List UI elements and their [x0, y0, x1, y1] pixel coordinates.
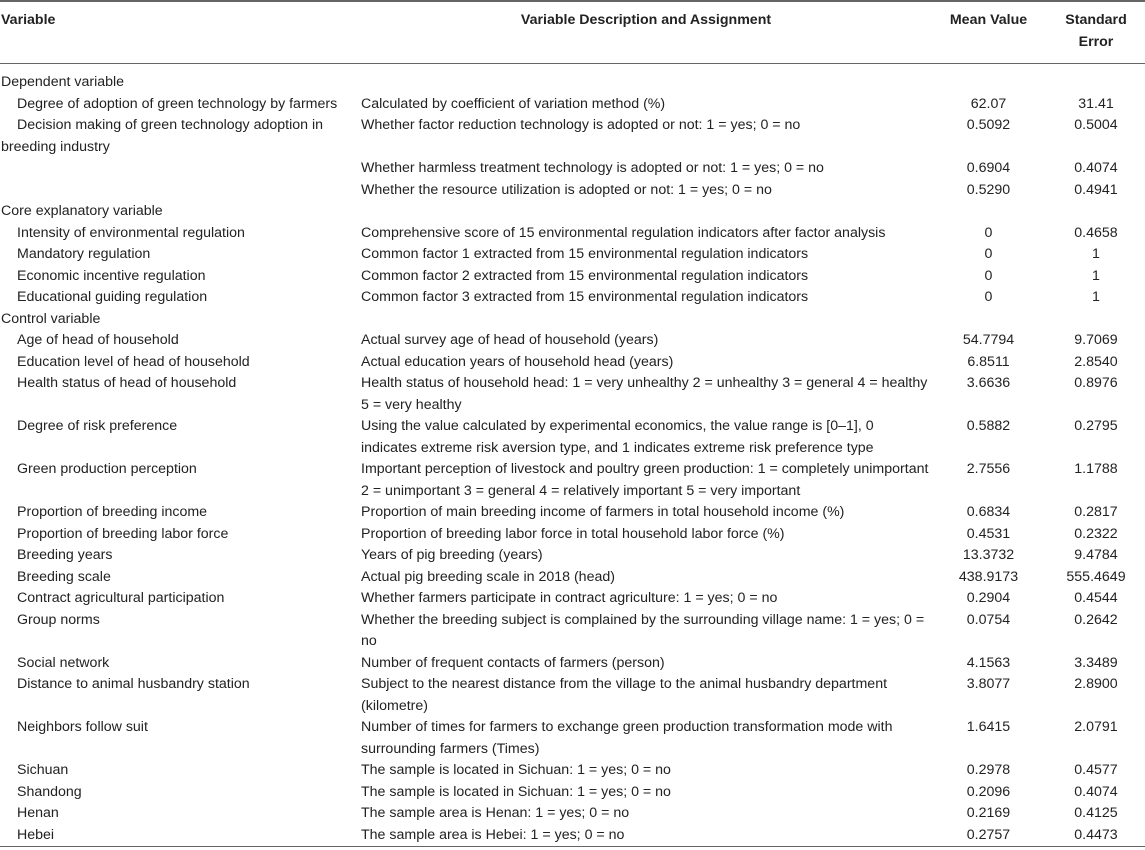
- description-cell: Comprehensive score of 15 environmental regulation indicators after factor analysis: [361, 224, 886, 241]
- standard-error-cell: 0.2642: [1074, 611, 1118, 628]
- table-row: [0, 266, 1145, 288]
- description-cell: Whether factor reduction technology is adopted or not: 1 = yes; 0 = no: [361, 117, 801, 133]
- description-cell: Subject to the nearest distance from the village to the animal husbandry department (kilometre): [361, 676, 888, 714]
- table-body: [0, 64, 1145, 847]
- variable-cell: Distance to animal husbandry station: [17, 676, 250, 692]
- standard-error-cell: 9.4784: [1074, 547, 1118, 563]
- variable-cell: Proportion of breeding labor force: [17, 525, 229, 542]
- standard-error-cell: 0.4544: [1074, 590, 1118, 606]
- description-cell: Common factor 3 extracted from 15 environmental regulation indicators: [361, 289, 809, 305]
- table-row: [0, 545, 1145, 567]
- mean-cell: 0.2096: [966, 783, 1011, 800]
- variable-cell: Breeding years: [17, 547, 113, 563]
- standard-error-cell: 0.4074: [1074, 160, 1118, 176]
- mean-cell: 438.9173: [958, 568, 1019, 585]
- mean-cell: 0.5092: [966, 117, 1011, 133]
- variable-cell: Decision making of green technology adoption in breeding industry: [1, 117, 324, 155]
- standard-error-cell: 1: [1092, 246, 1100, 262]
- standard-error-cell: 9.7069: [1074, 332, 1118, 348]
- variable-cell: Intensity of environmental regulation: [17, 224, 245, 241]
- description-cell: Actual survey age of head of household (years): [361, 332, 659, 348]
- standard-error-cell: 0.4577: [1074, 762, 1118, 778]
- section-row: [0, 201, 1145, 223]
- standard-error-cell: 0.4473: [1046, 825, 1145, 847]
- mean-cell: 0.5290: [966, 181, 1011, 198]
- standard-error-cell: 0.2322: [1074, 525, 1118, 542]
- description-cell: Number of frequent contacts of farmers (person): [361, 654, 665, 671]
- variable-cell: Degree of risk preference: [17, 418, 178, 434]
- section-title: Dependent variable: [1, 74, 125, 90]
- standard-error-cell: 1.1788: [1074, 461, 1118, 477]
- table-row: [0, 760, 1145, 782]
- mean-cell: 54.7794: [962, 332, 1015, 348]
- table-row: [0, 459, 1145, 502]
- section-row: [0, 309, 1145, 331]
- description-cell: The sample area is Henan: 1 = yes; 0 = no: [361, 805, 630, 821]
- description-cell: Number of times for farmers to exchange green production transformation mode with surrounding farmers (Times): [361, 719, 893, 757]
- table-row: [0, 717, 1145, 760]
- mean-cell: 3.8077: [966, 676, 1011, 692]
- description-cell: Using the value calculated by experimental economics, the value range is [0–1], 0 indicates extreme risk aversion type, and 1 indicates extreme risk preference type: [361, 418, 874, 456]
- variable-cell: [0, 158, 361, 180]
- table-row: [0, 287, 1145, 309]
- table-row: [0, 373, 1145, 416]
- standard-error-cell: 1: [1092, 289, 1100, 305]
- standard-error-cell: 2.0791: [1074, 719, 1118, 735]
- description-cell: Health status of household head: 1 = very unhealthy 2 = unhealthy 3 = general 4 = healthy 5 = very healthy: [361, 375, 928, 413]
- description-cell: Common factor 1 extracted from 15 environmental regulation indicators: [361, 246, 809, 262]
- table-row: [0, 158, 1145, 180]
- mean-cell: 0.4531: [966, 525, 1011, 542]
- header-variable: Variable: [0, 1, 361, 64]
- standard-error-cell: 2.8900: [1074, 676, 1118, 692]
- standard-error-cell: 0.4074: [1074, 783, 1118, 800]
- standard-error-cell: 0.2817: [1074, 504, 1118, 520]
- mean-cell: 0: [984, 224, 993, 241]
- mean-cell: 0.2978: [966, 762, 1011, 778]
- variable-cell: Breeding scale: [17, 568, 111, 585]
- header-mean: Mean Value: [931, 1, 1046, 64]
- mean-cell: 6.8511: [967, 353, 1010, 370]
- table-row: [0, 567, 1145, 589]
- variable-cell: Education level of head of household: [17, 353, 250, 370]
- variable-cell: Hebei: [0, 825, 361, 847]
- table-row: [0, 330, 1145, 352]
- table-row: [0, 244, 1145, 266]
- description-cell: Whether the breeding subject is complained by the surrounding village name: 1 = yes; 0 = no: [361, 611, 925, 649]
- mean-cell: 0.6834: [966, 504, 1011, 520]
- mean-cell: 0.5882: [966, 418, 1011, 434]
- description-cell: Whether harmless treatment technology is adopted or not: 1 = yes; 0 = no: [361, 160, 824, 176]
- description-cell: Important perception of livestock and poultry green production: 1 = completely unimportant 2 = unimportant 3 = general 4 = relatively important 5 = very important: [361, 461, 929, 499]
- variable-cell: Degree of adoption of green technology by farmers: [17, 95, 338, 112]
- section-title: Core explanatory variable: [1, 203, 163, 219]
- table-row: [0, 416, 1145, 459]
- table-row: [0, 115, 1145, 158]
- variable-cell: Mandatory regulation: [17, 246, 151, 262]
- mean-cell: 0.2757: [931, 825, 1046, 847]
- variable-cell: Social network: [17, 654, 110, 671]
- spacer-row: [0, 64, 1145, 73]
- description-cell: Calculated by coefficient of variation method (%): [361, 95, 666, 112]
- section-title: Control variable: [1, 310, 101, 327]
- description-cell: Proportion of main breeding income of farmers in total household income (%): [361, 504, 845, 520]
- standard-error-cell: 3.3489: [1074, 654, 1118, 671]
- variable-cell: Group norms: [17, 611, 100, 628]
- mean-cell: 0.2169: [966, 805, 1011, 821]
- mean-cell: 0.2904: [966, 590, 1011, 606]
- mean-cell: 3.6636: [966, 375, 1011, 391]
- description-cell: Years of pig breeding (years): [361, 547, 543, 563]
- standard-error-cell: 0.8976: [1074, 375, 1118, 391]
- standard-error-cell: 2.8540: [1074, 353, 1118, 370]
- table-row: [0, 524, 1145, 546]
- description-cell: The sample area is Hebei: 1 = yes; 0 = no: [361, 825, 931, 847]
- variable-cell: Green production perception: [17, 461, 197, 477]
- mean-cell: 0.6904: [966, 160, 1011, 176]
- variable-cell: Sichuan: [17, 762, 69, 778]
- variable-cell: Henan: [17, 805, 59, 821]
- mean-cell: 2.7556: [966, 461, 1011, 477]
- mean-cell: 1.6415: [966, 719, 1011, 735]
- mean-cell: 0: [984, 246, 993, 262]
- standard-error-cell: 0.4941: [1074, 181, 1118, 198]
- description-cell: Actual education years of household head (years): [361, 353, 674, 370]
- table-row: [0, 588, 1145, 610]
- mean-cell: 62.07: [970, 95, 1007, 112]
- mean-cell: 13.3732: [962, 547, 1015, 563]
- standard-error-cell: 1: [1092, 267, 1100, 284]
- table-row: [0, 653, 1145, 675]
- header-row: [0, 1, 1145, 64]
- table-row: [0, 502, 1145, 524]
- variable-cell: Proportion of breeding income: [17, 504, 208, 520]
- mean-cell: 0.0754: [966, 611, 1011, 628]
- description-cell: Proportion of breeding labor force in total household labor force (%): [361, 525, 785, 542]
- table-row: [0, 180, 1145, 202]
- standard-error-cell: 0.4658: [1074, 224, 1118, 241]
- variable-cell: Health status of head of household: [17, 375, 237, 391]
- mean-cell: 0: [984, 289, 993, 305]
- section-row: [0, 72, 1145, 94]
- variable-cell: [0, 180, 361, 202]
- variable-cell: Age of head of household: [17, 332, 179, 348]
- spacer-cell: [0, 64, 1145, 73]
- description-cell: Actual pig breeding scale in 2018 (head): [361, 568, 615, 585]
- table-row: [0, 782, 1145, 804]
- header-description: Variable Description and Assignment: [361, 1, 931, 64]
- table-row: [0, 94, 1145, 116]
- table-row: [0, 803, 1145, 825]
- variable-cell: Economic incentive regulation: [17, 267, 206, 284]
- table-row: [0, 825, 1145, 847]
- description-cell: Common factor 2 extracted from 15 environmental regulation indicators: [361, 267, 809, 284]
- standard-error-cell: 0.5004: [1074, 117, 1118, 133]
- standard-error-cell: 31.41: [1078, 95, 1114, 112]
- standard-error-cell: 0.2795: [1074, 418, 1118, 434]
- description-cell: Whether farmers participate in contract agriculture: 1 = yes; 0 = no: [361, 590, 778, 606]
- table-row: [0, 352, 1145, 374]
- mean-cell: 0: [984, 267, 993, 284]
- variable-cell: Neighbors follow suit: [17, 719, 148, 735]
- standard-error-cell: 555.4649: [1066, 568, 1126, 585]
- header-standard-error: Standard Error: [1046, 1, 1145, 64]
- description-cell: The sample is located in Sichuan: 1 = yes; 0 = no: [361, 762, 671, 778]
- table-row: [0, 610, 1145, 653]
- table-row: [0, 674, 1145, 717]
- standard-error-cell: 0.4125: [1074, 805, 1118, 821]
- table-row: [0, 223, 1145, 245]
- description-cell: The sample is located in Sichuan: 1 = yes; 0 = no: [361, 783, 671, 800]
- mean-cell: 4.1563: [966, 654, 1011, 671]
- description-cell: Whether the resource utilization is adopted or not: 1 = yes; 0 = no: [361, 181, 772, 198]
- variable-cell: Educational guiding regulation: [17, 289, 208, 305]
- variable-cell: Shandong: [17, 783, 82, 800]
- variable-cell: Contract agricultural participation: [17, 590, 225, 606]
